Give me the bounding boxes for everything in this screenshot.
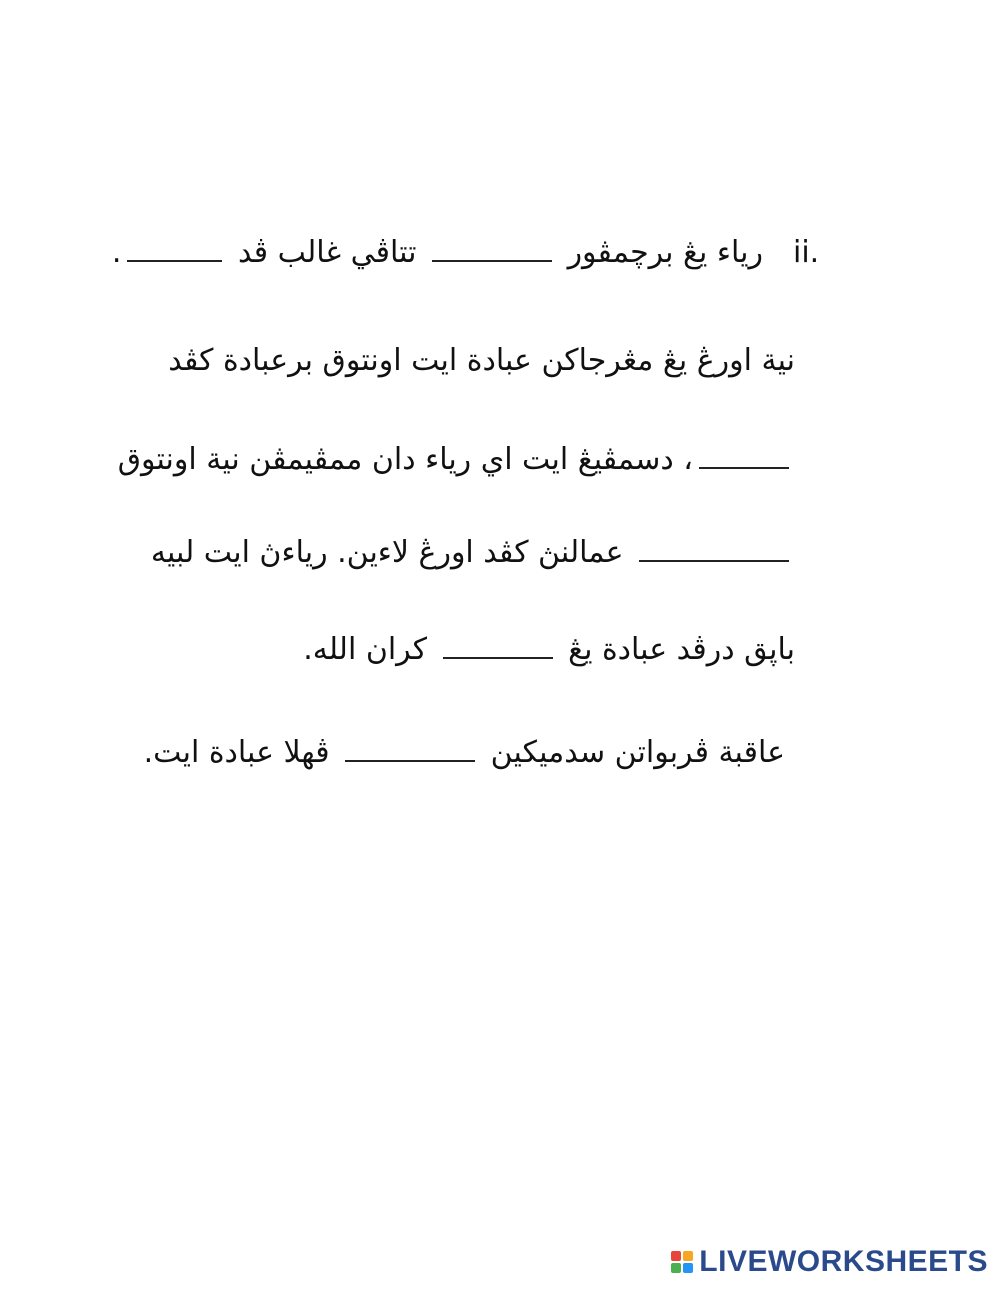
paragraph-line: [118, 440, 795, 480]
answer-blank[interactable]: [432, 259, 552, 262]
paragraph-line: [168, 341, 795, 381]
question-number: ii.: [793, 235, 820, 270]
text-segment: كران الله.: [303, 632, 437, 667]
text-segment: ريا‌ء يڠ برچمڤور: [558, 235, 763, 270]
text-segment: ، دسمڤيڠ ايت اي ريا‌ء دان ممڤيمڤن نية اونتوق: [117, 442, 693, 477]
answer-blank[interactable]: [639, 559, 789, 562]
logo-cube: [683, 1263, 693, 1273]
paragraph-line: [144, 733, 785, 773]
liveworksheets-logo: [671, 1245, 988, 1279]
answer-blank[interactable]: [443, 656, 553, 659]
text-segment: تتاڤي غالب ڤد: [228, 235, 427, 270]
logo-cube: [671, 1263, 681, 1273]
logo-text: LIVEWORKSHEETS: [699, 1245, 988, 1278]
answer-blank[interactable]: [345, 759, 475, 762]
text-segment: عاقبة ڤربواتن سدميكين: [481, 735, 785, 770]
text-segment: عمالنڽ كڤد اورڠ لاءين. ريا‌ءڽ ايت لبيه: [150, 535, 633, 570]
answer-blank[interactable]: [699, 466, 789, 469]
paragraph-line: [303, 630, 795, 670]
logo-cube: [671, 1251, 681, 1261]
text-segment: باڽق درڤد عبادة يڠ: [558, 632, 795, 667]
answer-blank[interactable]: [127, 259, 222, 262]
logo-cubes-icon: [671, 1251, 693, 1273]
logo-cube: [683, 1251, 693, 1261]
question-prompt-line: [112, 233, 763, 273]
paragraph-line: [151, 533, 795, 573]
text-segment: ڤهلا عبادة ايت.: [143, 735, 340, 770]
text-segment: .: [111, 235, 122, 270]
text-segment: نية اورڠ يڠ مڠرجاكن عبادة ايت اونتوق برعبادة كڤد: [168, 343, 795, 378]
